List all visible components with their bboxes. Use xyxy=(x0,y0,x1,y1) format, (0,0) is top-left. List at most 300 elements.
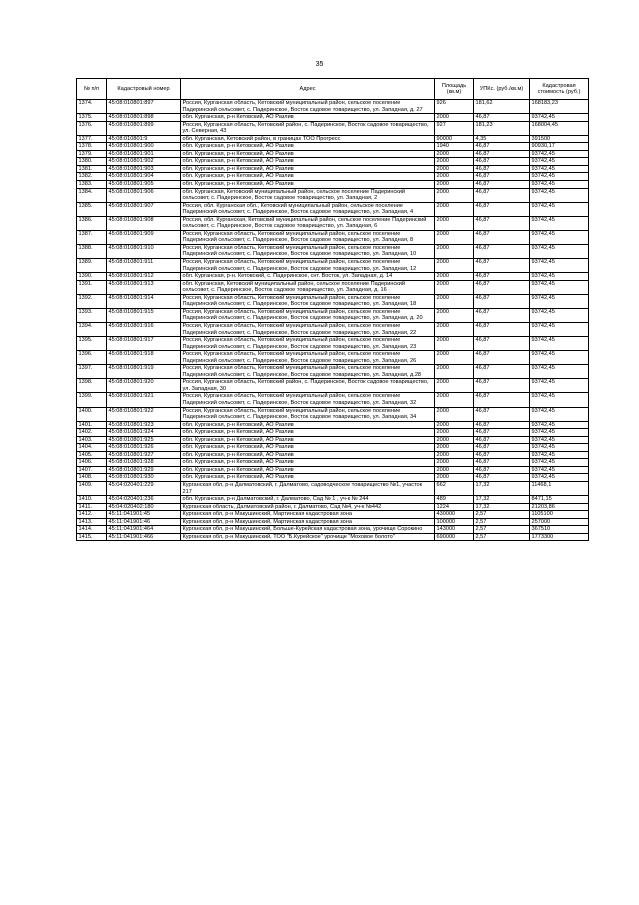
table-row xyxy=(77,308,589,322)
cell-address: Россия, обл. Курганская, Кетовский муниципальный район, сельское поселение Падеринский сельсовет, с. Падеринское, Восток садовое товарищество, ул. Западная, 6 xyxy=(181,216,435,230)
cell-address: Курганская обл, р-н Макушинский, Мартинская кадастровая зона xyxy=(181,518,435,526)
cell-cadastral-number: 45:08:010801:897 xyxy=(107,100,181,114)
cell-num: 1388. xyxy=(77,244,107,258)
cell-num: 1396. xyxy=(77,351,107,365)
cell-cadastral-number: 45:08:010801:898 xyxy=(107,114,181,122)
cell-address: Россия, Курганская область, Кетовский район, с. Падеринское, Восток садовое товарищество, ул. Северная, 43 xyxy=(181,121,435,135)
cell-num: 1402. xyxy=(77,429,107,437)
cell-upks: 46,87 xyxy=(474,230,530,244)
cell-address: Курганская обл, р-н Макушинский, Больше-Курейская кадастровая зона, урочище Сорокино xyxy=(181,526,435,534)
cell-upks: 46,87 xyxy=(474,351,530,365)
cell-cadastral-number: 45:11:041901:46 xyxy=(107,518,181,526)
cell-cadastral-cost: 367510 xyxy=(530,526,589,534)
cell-upks: 46,87 xyxy=(474,188,530,202)
cell-cadastral-number: 45:04:020402:180 xyxy=(107,503,181,511)
cell-area: 2000 xyxy=(435,181,474,189)
cell-num: 1395. xyxy=(77,337,107,351)
table-row xyxy=(77,181,589,189)
table-row xyxy=(77,474,589,482)
cell-upks: 2,57 xyxy=(474,518,530,526)
cell-upks: 46,87 xyxy=(474,451,530,459)
cell-upks: 46,87 xyxy=(474,466,530,474)
table-row xyxy=(77,259,589,273)
cell-upks: 46,87 xyxy=(474,322,530,336)
header-cadastral-number: Кадастровый номер xyxy=(107,79,181,100)
table-row xyxy=(77,496,589,504)
cell-area: 2000 xyxy=(435,351,474,365)
table-row xyxy=(77,202,589,216)
cell-address: обл. Курганская, Кетовский район, в границах ТОО Прогресс xyxy=(181,135,435,143)
cell-cadastral-cost: 93742,45 xyxy=(530,322,589,336)
cell-address: обл. Курганская, р-н Кетовский, АО Разлив xyxy=(181,474,435,482)
cell-address: обл. Курганская, р-н Кетовский, АО Разлив xyxy=(181,466,435,474)
cell-cadastral-number: 45:08:010801:917 xyxy=(107,337,181,351)
cell-cadastral-number: 45:08:010801:910 xyxy=(107,244,181,258)
cell-cadastral-number: 45:08:010801:925 xyxy=(107,436,181,444)
cell-cadastral-number: 45:08:010801:915 xyxy=(107,308,181,322)
cell-cadastral-cost: 93742,45 xyxy=(530,259,589,273)
cell-num: 1377. xyxy=(77,135,107,143)
cell-address: обл. Курганская, Кетовский муниципальный район, сельское поселение Падеринский сельсовет, с. Падеринское, Восток садовое товарищество, ул. Западная, 2 xyxy=(181,188,435,202)
cell-area: 2000 xyxy=(435,114,474,122)
cell-num: 1399. xyxy=(77,393,107,407)
cell-area: 2000 xyxy=(435,451,474,459)
cell-address: обл. Курганская, р-н Кетовский, АО Разлив xyxy=(181,421,435,429)
cell-cadastral-number: 45:08:010801:914 xyxy=(107,294,181,308)
cell-num: 1380. xyxy=(77,158,107,166)
cell-cadastral-cost: 391500 xyxy=(530,135,589,143)
cell-upks: 46,87 xyxy=(474,444,530,452)
cell-area: 2000 xyxy=(435,474,474,482)
cell-upks: 2,57 xyxy=(474,511,530,519)
table-body xyxy=(77,100,589,541)
table-row xyxy=(77,511,589,519)
cell-cadastral-number: 45:08:010801:900 xyxy=(107,143,181,151)
cell-cadastral-cost: 90930,17 xyxy=(530,143,589,151)
cell-cadastral-cost: 93742,45 xyxy=(530,216,589,230)
cell-num: 1376. xyxy=(77,121,107,135)
cell-cadastral-number: 45:08:010801:902 xyxy=(107,158,181,166)
cell-upks: 46,87 xyxy=(474,216,530,230)
cell-cadastral-cost: 93742,45 xyxy=(530,393,589,407)
cell-address: обл. Курганская, р-н Кетовский, АО Разлив xyxy=(181,150,435,158)
cell-cadastral-cost: 93742,45 xyxy=(530,150,589,158)
cell-address: Россия, Курганская область, Кетовский муниципальный район, сельское поселение Падеринский сельсовет, с. Падеринское, Восток садовое товарищество, ул. Западная, 23 xyxy=(181,337,435,351)
cell-area: 2000 xyxy=(435,466,474,474)
cell-cadastral-number: 45:08:010801:924 xyxy=(107,429,181,437)
cell-upks: 46,87 xyxy=(474,280,530,294)
cell-upks: 46,87 xyxy=(474,150,530,158)
cell-cadastral-number: 45:08:010801:904 xyxy=(107,173,181,181)
cell-cadastral-cost: 93742,45 xyxy=(530,244,589,258)
cell-upks: 46,87 xyxy=(474,294,530,308)
cell-cadastral-cost: 168004,45 xyxy=(530,121,589,135)
table-row xyxy=(77,533,589,541)
cell-cadastral-number: 45:08:010801:926 xyxy=(107,444,181,452)
table-row xyxy=(77,280,589,294)
cell-num: 1384. xyxy=(77,188,107,202)
table-row xyxy=(77,526,589,534)
cell-upks: 46,87 xyxy=(474,474,530,482)
cell-area: 926 xyxy=(435,100,474,114)
table-row xyxy=(77,466,589,474)
cell-upks: 46,87 xyxy=(474,308,530,322)
table-row xyxy=(77,393,589,407)
cell-address: обл. Курганская, р-н Кетовский, АО Разлив xyxy=(181,158,435,166)
table-row xyxy=(77,150,589,158)
table-header-row xyxy=(77,79,589,100)
header-address: Адрес xyxy=(181,79,435,100)
cell-cadastral-cost: 93742,45 xyxy=(530,181,589,189)
cell-num: 1387. xyxy=(77,230,107,244)
cell-area: 2000 xyxy=(435,294,474,308)
cell-area: 2000 xyxy=(435,337,474,351)
header-cadastral-cost: Кадастровая стоимость (руб.) xyxy=(530,79,589,100)
cell-num: 1392. xyxy=(77,294,107,308)
cell-upks: 181,62 xyxy=(474,100,530,114)
table-row xyxy=(77,121,589,135)
cell-num: 1404. xyxy=(77,444,107,452)
cell-upks: 46,87 xyxy=(474,421,530,429)
cell-cadastral-number: 45:04:020401:229 xyxy=(107,481,181,495)
cell-cadastral-number: 45:08:010801:919 xyxy=(107,365,181,379)
cell-cadastral-number: 45:11:041901:45 xyxy=(107,511,181,519)
cell-area: 2000 xyxy=(435,202,474,216)
table-row xyxy=(77,421,589,429)
cell-cadastral-cost: 93742,45 xyxy=(530,444,589,452)
cell-area: 2000 xyxy=(435,188,474,202)
cell-area: 2000 xyxy=(435,365,474,379)
cell-upks: 46,87 xyxy=(474,459,530,467)
cell-address: обл. Курганская, р-н Кетовский, АО Разлив xyxy=(181,459,435,467)
cell-address: обл. Курганская, р-н Кетовский, АО Разлив xyxy=(181,143,435,151)
cell-area: 1940 xyxy=(435,143,474,151)
table-row xyxy=(77,165,589,173)
cell-cadastral-number: 45:08:010801:916 xyxy=(107,322,181,336)
cell-num: 1400. xyxy=(77,407,107,421)
cell-num: 1375. xyxy=(77,114,107,122)
cell-cadastral-cost: 8471,15 xyxy=(530,496,589,504)
cell-num: 1409. xyxy=(77,481,107,495)
cell-cadastral-number: 45:08:010801:901 xyxy=(107,150,181,158)
cell-cadastral-number: 45:11:041901:464 xyxy=(107,526,181,534)
cell-address: Россия, Курганская область, Кетовский муниципальный район, сельское поселение Падеринский сельсовет, с. Падеринское, Восток садовое товарищество, ул. Западная, д. 27 xyxy=(181,100,435,114)
header-upks: УПКс. (руб./кв.м) xyxy=(474,79,530,100)
cell-address: Россия, Курганская область, Кетовский муниципальный район, сельское поселение Падеринский сельсовет, с. Падеринское, Восток садовое товарищество, ул. Западная, д. 20 xyxy=(181,308,435,322)
cell-area: 2000 xyxy=(435,459,474,467)
cell-cadastral-cost: 1105100 xyxy=(530,511,589,519)
cell-cadastral-number: 45:08:010801:908 xyxy=(107,216,181,230)
cell-num: 1401. xyxy=(77,421,107,429)
table-row xyxy=(77,351,589,365)
cell-upks: 46,87 xyxy=(474,244,530,258)
header-area: Площадь (кв.м) xyxy=(435,79,474,100)
cell-area: 2000 xyxy=(435,173,474,181)
table-row xyxy=(77,481,589,495)
cell-cadastral-cost: 21203,86 xyxy=(530,503,589,511)
cell-address: Курганская обл, р-н Макушинский, ТОО "Б.Курейское" урочище "Моховое болото" xyxy=(181,533,435,541)
cell-upks: 46,87 xyxy=(474,114,530,122)
cell-cadastral-number: 45:08:010801:909 xyxy=(107,230,181,244)
cell-area: 2000 xyxy=(435,436,474,444)
cell-address: обл. Курганская, р-н Кетовский, АО Разлив xyxy=(181,429,435,437)
cell-cadastral-cost: 93742,45 xyxy=(530,294,589,308)
cell-upks: 46,87 xyxy=(474,173,530,181)
cell-area: 1224 xyxy=(435,503,474,511)
table-row xyxy=(77,114,589,122)
table-row xyxy=(77,407,589,421)
table-row xyxy=(77,379,589,393)
cell-area: 430000 xyxy=(435,511,474,519)
cell-cadastral-number: 45:08:010801:928 xyxy=(107,459,181,467)
cell-cadastral-number: 45:04:020401:236 xyxy=(107,496,181,504)
cell-upks: 46,87 xyxy=(474,158,530,166)
cell-cadastral-cost: 11468,1 xyxy=(530,481,589,495)
cadastral-table xyxy=(76,78,589,541)
cell-cadastral-number: 45:08:010801:930 xyxy=(107,474,181,482)
cell-cadastral-cost: 93742,45 xyxy=(530,459,589,467)
cell-num: 1390. xyxy=(77,273,107,281)
cell-address: обл. Курганская, р-н Далматовский, г. Далматово, Сад № 1 , уч-к № 244 xyxy=(181,496,435,504)
cell-address: Россия, Курганская область, Кетовский муниципальный район, сельское поселение Падеринский сельсовет, с. Падеринское, Восток садовое товарищество, ул. Западная, 12 xyxy=(181,259,435,273)
table-row xyxy=(77,337,589,351)
cell-num: 1393. xyxy=(77,308,107,322)
cell-area: 2000 xyxy=(435,273,474,281)
cell-upks: 46,87 xyxy=(474,393,530,407)
cell-num: 1381. xyxy=(77,165,107,173)
cell-cadastral-cost: 93742,45 xyxy=(530,365,589,379)
cell-area: 2000 xyxy=(435,280,474,294)
cell-cadastral-number: 45:08:010801:927 xyxy=(107,451,181,459)
cell-num: 1385. xyxy=(77,202,107,216)
cell-cadastral-number: 45:11:041901:466 xyxy=(107,533,181,541)
cell-num: 1374. xyxy=(77,100,107,114)
table-row xyxy=(77,143,589,151)
cell-num: 1397. xyxy=(77,365,107,379)
cell-num: 1405. xyxy=(77,451,107,459)
cell-area: 2000 xyxy=(435,216,474,230)
cell-cadastral-number: 45:08:010801:9 xyxy=(107,135,181,143)
table-row xyxy=(77,230,589,244)
cell-address: обл. Курганская, р-н Кетовский, АО Разлив xyxy=(181,114,435,122)
table-row xyxy=(77,459,589,467)
cell-area: 2000 xyxy=(435,308,474,322)
cell-area: 2000 xyxy=(435,322,474,336)
table-row xyxy=(77,216,589,230)
table-row xyxy=(77,188,589,202)
cell-area: 2000 xyxy=(435,165,474,173)
cell-num: 1389. xyxy=(77,259,107,273)
cell-upks: 46,87 xyxy=(474,165,530,173)
cell-cadastral-cost: 93742,45 xyxy=(530,114,589,122)
cell-address: обл. Курганская, р-н Кетовский, АО Разлив xyxy=(181,173,435,181)
cell-address: обл. Курганская, р-н Кетовский, АО Разлив xyxy=(181,444,435,452)
cell-address: Россия, Курганская область, Кетовский район, с. Падеринское, Восток садовое товарищество, ул. Западная, 30 xyxy=(181,379,435,393)
cell-area: 2000 xyxy=(435,158,474,166)
cell-address: Курганская область, Далматовский район, г. Далматово, Сад №4, уч-к №442 xyxy=(181,503,435,511)
cell-address: Россия, Курганская область, Кетовский муниципальный район, сельское поселение Падеринский сельсовет, с. Падеринское, Восток садовое товарищество, ул. Западная, 26 xyxy=(181,351,435,365)
cell-upks: 17,32 xyxy=(474,503,530,511)
table-row xyxy=(77,173,589,181)
cell-cadastral-cost: 93742,45 xyxy=(530,379,589,393)
cell-area: 2000 xyxy=(435,379,474,393)
cell-num: 1394. xyxy=(77,322,107,336)
cell-area: 2000 xyxy=(435,150,474,158)
cell-upks: 46,87 xyxy=(474,259,530,273)
cell-address: Россия, Курганская область, Кетовский муниципальный район, сельское поселение Падеринский сельсовет, с. Падеринское, Восток садовое товарищество, ул. Западная, 22 xyxy=(181,322,435,336)
cell-cadastral-cost: 93742,45 xyxy=(530,407,589,421)
cell-num: 1379. xyxy=(77,150,107,158)
table-row xyxy=(77,158,589,166)
cell-upks: 4,35 xyxy=(474,135,530,143)
cell-cadastral-number: 45:08:010801:922 xyxy=(107,407,181,421)
table-row xyxy=(77,503,589,511)
cell-address: обл. Курганская, р-н Кетовский, АО Разлив xyxy=(181,165,435,173)
cell-upks: 46,87 xyxy=(474,429,530,437)
cell-area: 489 xyxy=(435,496,474,504)
cell-cadastral-number: 45:08:010801:913 xyxy=(107,280,181,294)
cell-address: обл. Курганская, р-н Кетовский, АО Разлив xyxy=(181,181,435,189)
cell-num: 1398. xyxy=(77,379,107,393)
cell-upks: 46,87 xyxy=(474,202,530,216)
table-row xyxy=(77,518,589,526)
cell-area: 2000 xyxy=(435,429,474,437)
cell-area: 2000 xyxy=(435,393,474,407)
cell-num: 1408. xyxy=(77,474,107,482)
cell-address: обл. Курганская, р-н Кетовский, АО Разлив xyxy=(181,436,435,444)
cell-cadastral-number: 45:08:010801:920 xyxy=(107,379,181,393)
cell-cadastral-cost: 93742,45 xyxy=(530,202,589,216)
table-row xyxy=(77,273,589,281)
cell-area: 90000 xyxy=(435,135,474,143)
table-row xyxy=(77,436,589,444)
table-row xyxy=(77,294,589,308)
cell-num: 1386. xyxy=(77,216,107,230)
cell-upks: 46,87 xyxy=(474,273,530,281)
cell-area: 100000 xyxy=(435,518,474,526)
cell-cadastral-cost: 93742,45 xyxy=(530,429,589,437)
table-row xyxy=(77,429,589,437)
cell-cadastral-cost: 93742,45 xyxy=(530,280,589,294)
cell-address: Россия, Курганская область, Кетовский муниципальный район, сельское поселение Падеринский сельсовет, с. Падеринское, Восток садовое товарищество, ул. Западная, 32 xyxy=(181,393,435,407)
table-row xyxy=(77,244,589,258)
cell-num: 1415. xyxy=(77,533,107,541)
cell-cadastral-cost: 93742,45 xyxy=(530,474,589,482)
cell-upks: 17,32 xyxy=(474,481,530,495)
cell-cadastral-cost: 93742,45 xyxy=(530,351,589,365)
cell-cadastral-cost: 93742,45 xyxy=(530,165,589,173)
cell-upks: 46,87 xyxy=(474,143,530,151)
cell-area: 2000 xyxy=(435,259,474,273)
cell-upks: 46,87 xyxy=(474,337,530,351)
cell-area: 2000 xyxy=(435,407,474,421)
cell-address: Россия, Курганская область, Кетовский муниципальный район, сельское поселение Падеринский сельсовет, с. Падеринское, Восток садовое товарищество, ул. Западная, 8 xyxy=(181,230,435,244)
cell-cadastral-number: 45:08:010801:903 xyxy=(107,165,181,173)
cell-cadastral-number: 45:08:010801:899 xyxy=(107,121,181,135)
cell-area: 2000 xyxy=(435,244,474,258)
cell-num: 1413. xyxy=(77,518,107,526)
cell-area: 2000 xyxy=(435,230,474,244)
cell-upks: 46,87 xyxy=(474,365,530,379)
cell-cadastral-cost: 93742,45 xyxy=(530,188,589,202)
table-row xyxy=(77,100,589,114)
cell-area: 143000 xyxy=(435,526,474,534)
cell-address: Курганская обл, р-н Макушинский, Мартинская кадастровая зона xyxy=(181,511,435,519)
cell-num: 1406. xyxy=(77,459,107,467)
header-num: № п/п xyxy=(77,79,107,100)
cell-cadastral-number: 45:08:010801:906 xyxy=(107,188,181,202)
cell-address: Россия, Курганская область, Кетовский муниципальный район, сельское поселение Падеринский сельсовет, с. Падеринское, Восток садовое товарищество, ул. Западная, 34 xyxy=(181,407,435,421)
cell-upks: 17,32 xyxy=(474,496,530,504)
cell-area: 2000 xyxy=(435,444,474,452)
cell-num: 1391. xyxy=(77,280,107,294)
cell-cadastral-cost: 93742,45 xyxy=(530,273,589,281)
cell-cadastral-cost: 93742,45 xyxy=(530,158,589,166)
cell-address: Россия, обл. Курганская обл., Кетовский муниципальный район, сельское поселение Падеринский сельсовет, с. Падеринское, Восток садовое товарищество, ул. Западная, 4 xyxy=(181,202,435,216)
cell-cadastral-number: 45:08:010801:912 xyxy=(107,273,181,281)
cell-num: 1411. xyxy=(77,503,107,511)
cell-cadastral-cost: 1773300 xyxy=(530,533,589,541)
cell-num: 1383. xyxy=(77,181,107,189)
cell-cadastral-number: 45:08:010801:911 xyxy=(107,259,181,273)
cell-upks: 2,57 xyxy=(474,526,530,534)
table-row xyxy=(77,444,589,452)
table-row xyxy=(77,135,589,143)
table-row xyxy=(77,322,589,336)
cell-cadastral-cost: 93742,45 xyxy=(530,337,589,351)
cell-area: 690000 xyxy=(435,533,474,541)
cell-cadastral-number: 45:08:010801:929 xyxy=(107,466,181,474)
cell-address: Россия, Курганская область, Кетовский муниципальный район, сельское поселение Падеринский сельсовет, с. Падеринское, Восток садовое товарищество, ул. Западная, д.28 xyxy=(181,365,435,379)
cell-cadastral-cost: 93742,45 xyxy=(530,466,589,474)
cell-cadastral-number: 45:08:010801:921 xyxy=(107,393,181,407)
cell-cadastral-cost: 93742,45 xyxy=(530,451,589,459)
cell-cadastral-number: 45:08:010801:905 xyxy=(107,181,181,189)
cell-area: 2000 xyxy=(435,421,474,429)
cell-area: 927 xyxy=(435,121,474,135)
cell-address: обл. Курганская, р-н. Кетовский, с. Падеринское, снт. Восток, ул. Западная, д. 14 xyxy=(181,273,435,281)
table-row xyxy=(77,451,589,459)
cell-num: 1382. xyxy=(77,173,107,181)
cell-upks: 181,23 xyxy=(474,121,530,135)
cell-cadastral-cost: 168183,23 xyxy=(530,100,589,114)
cell-cadastral-number: 45:08:010801:907 xyxy=(107,202,181,216)
cell-address: Россия, Курганская область, Кетовский муниципальный район, сельское поселение Падеринский сельсовет, с. Падеринское, Восток садовое товарищество, ул. Западная, 10 xyxy=(181,244,435,258)
cell-upks: 2,57 xyxy=(474,533,530,541)
cell-cadastral-cost: 257000 xyxy=(530,518,589,526)
cell-num: 1412. xyxy=(77,511,107,519)
cell-address: обл. Курганская, Кетовский муниципальный район, сельское поселение Падеринский сельсовет, с. Падеринское, Восток садовое товарищество, ул. Западная, д. 16 xyxy=(181,280,435,294)
cell-upks: 46,87 xyxy=(474,407,530,421)
cell-num: 1410. xyxy=(77,496,107,504)
cell-address: Курганская обл, р-н Далматовский, г. Далматово, садоводческое товарищество №1, участок 217 xyxy=(181,481,435,495)
page-number: 35 xyxy=(315,61,324,68)
cell-num: 1378. xyxy=(77,143,107,151)
cell-cadastral-number: 45:08:010801:918 xyxy=(107,351,181,365)
cell-address: Россия, Курганская область, Кетовский муниципальный район, сельское поселение Падеринский сельсовет, с. Падеринское, Восток садовое товарищество, ул. Западная, 18 xyxy=(181,294,435,308)
cell-num: 1407. xyxy=(77,466,107,474)
cell-upks: 46,87 xyxy=(474,181,530,189)
cell-num: 1414. xyxy=(77,526,107,534)
cell-cadastral-number: 45:08:010801:923 xyxy=(107,421,181,429)
cell-cadastral-cost: 93742,45 xyxy=(530,421,589,429)
cell-cadastral-cost: 93742,45 xyxy=(530,436,589,444)
cell-address: обл. Курганская, р-н Кетовский, АО Разлив xyxy=(181,451,435,459)
cell-area: 662 xyxy=(435,481,474,495)
table-row xyxy=(77,365,589,379)
cell-cadastral-cost: 93742,45 xyxy=(530,308,589,322)
cell-cadastral-cost: 93742,45 xyxy=(530,173,589,181)
